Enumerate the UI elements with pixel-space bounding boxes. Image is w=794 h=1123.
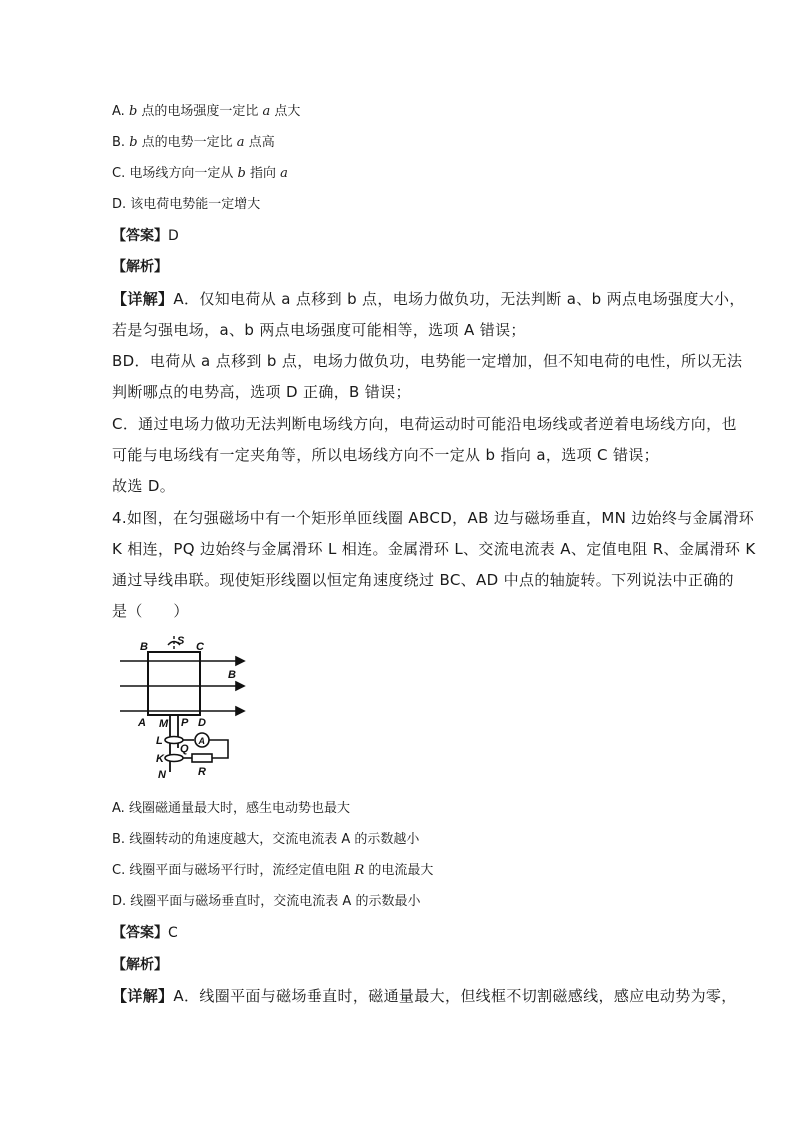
field-arrow-bottom xyxy=(236,707,244,715)
q3-answer: 【答案】D xyxy=(112,228,179,244)
q3-detail-line-1: 【详解】A．仅知电荷从 a 点移到 b 点，电场力做负功，无法判断 a、b 两点电场强度大小， xyxy=(112,290,745,308)
coil-diagram-svg xyxy=(118,632,258,780)
label-m: M xyxy=(159,718,169,730)
q3-detail-line-5: C．通过电场力做功无法判断电场线方向，电荷运动时可能沿电场线或者逆着电场线方向，也 xyxy=(112,415,737,433)
q4-option-b: B. 线圈转动的角速度越大，交流电流表 A 的示数越小 xyxy=(112,832,420,847)
q3-option-c: C. 电场线方向一定从 b 指向 a xyxy=(112,166,288,181)
q4-stem-line-1: 4.如图，在匀强磁场中有一个矩形单匝线圈 ABCD，AB 边与磁场垂直，MN 边始终与金属滑环 xyxy=(112,509,755,527)
q4-option-d: D. 线圈平面与磁场垂直时，交流电流表 A 的示数最小 xyxy=(112,894,421,909)
q3-detail-line-7: 故选 D。 xyxy=(112,477,176,495)
label-r: R xyxy=(198,766,206,778)
q4-stem-line-4: 是（ ） xyxy=(112,602,189,620)
label-p: P xyxy=(181,717,189,729)
q4-stem-line-3: 通过导线串联。现使矩形线圈以恒定角速度绕过 BC、AD 中点的轴旋转。下列说法中正确的 xyxy=(112,571,734,589)
label-field-b: B xyxy=(228,669,236,681)
q3-detail-line-6: 可能与电场线有一定夹角等，所以电场线方向不一定从 b 指向 a，选项 C 错误； xyxy=(112,446,660,464)
q3-option-a: A. b 点的电场强度一定比 a 点大 xyxy=(112,104,301,119)
q4-coil-diagram xyxy=(118,632,258,780)
q4-option-c: C. 线圈平面与磁场平行时，流经定值电阻 R 的电流最大 xyxy=(112,863,434,878)
q4-stem-line-2: K 相连，PQ 边始终与金属滑环 L 相连。金属滑环 L、交流电流表 A、定值电阻 R、金属滑环 K xyxy=(112,540,756,558)
q4-option-a: A. 线圈磁通量最大时，感生电动势也最大 xyxy=(112,801,350,816)
q3-detail-line-2: 若是匀强电场，a、b 两点电场强度可能相等，选项 A 错误； xyxy=(112,321,526,339)
q4-detail-line-1: 【详解】A．线圈平面与磁场垂直时，磁通量最大，但线框不切割磁感线，感应电动势为零， xyxy=(112,987,737,1005)
label-ammeter: A xyxy=(198,736,205,746)
label-n: N xyxy=(158,769,166,780)
label-s: S xyxy=(177,635,185,647)
resistor-icon xyxy=(192,754,212,762)
field-lines xyxy=(120,657,244,715)
label-a: A xyxy=(138,717,146,729)
field-arrow-middle xyxy=(236,682,244,690)
q3-option-b: B. b 点的电势一定比 a 点高 xyxy=(112,135,275,150)
q4-answer: 【答案】C xyxy=(112,925,178,941)
q3-detail-line-3: BD．电荷从 a 点移到 b 点，电场力做负功，电势能一定增加，但不知电荷的电性，所以无法 xyxy=(112,352,743,370)
q3-detail-line-4: 判断哪点的电势高，选项 D 正确，B 错误； xyxy=(112,383,411,401)
q4-analysis-label: 【解析】 xyxy=(112,957,168,973)
label-l: L xyxy=(156,735,163,747)
label-b-corner: B xyxy=(140,641,148,653)
external-circuit xyxy=(183,733,228,762)
label-q: Q xyxy=(180,743,189,755)
label-d: D xyxy=(198,717,206,729)
slip-ring-k xyxy=(165,755,183,762)
field-arrow-top xyxy=(236,657,244,665)
label-k: K xyxy=(156,753,164,765)
q3-analysis-label: 【解析】 xyxy=(112,259,168,275)
label-c: C xyxy=(196,641,204,653)
q3-option-d: D. 该电荷电势能一定增大 xyxy=(112,197,261,212)
